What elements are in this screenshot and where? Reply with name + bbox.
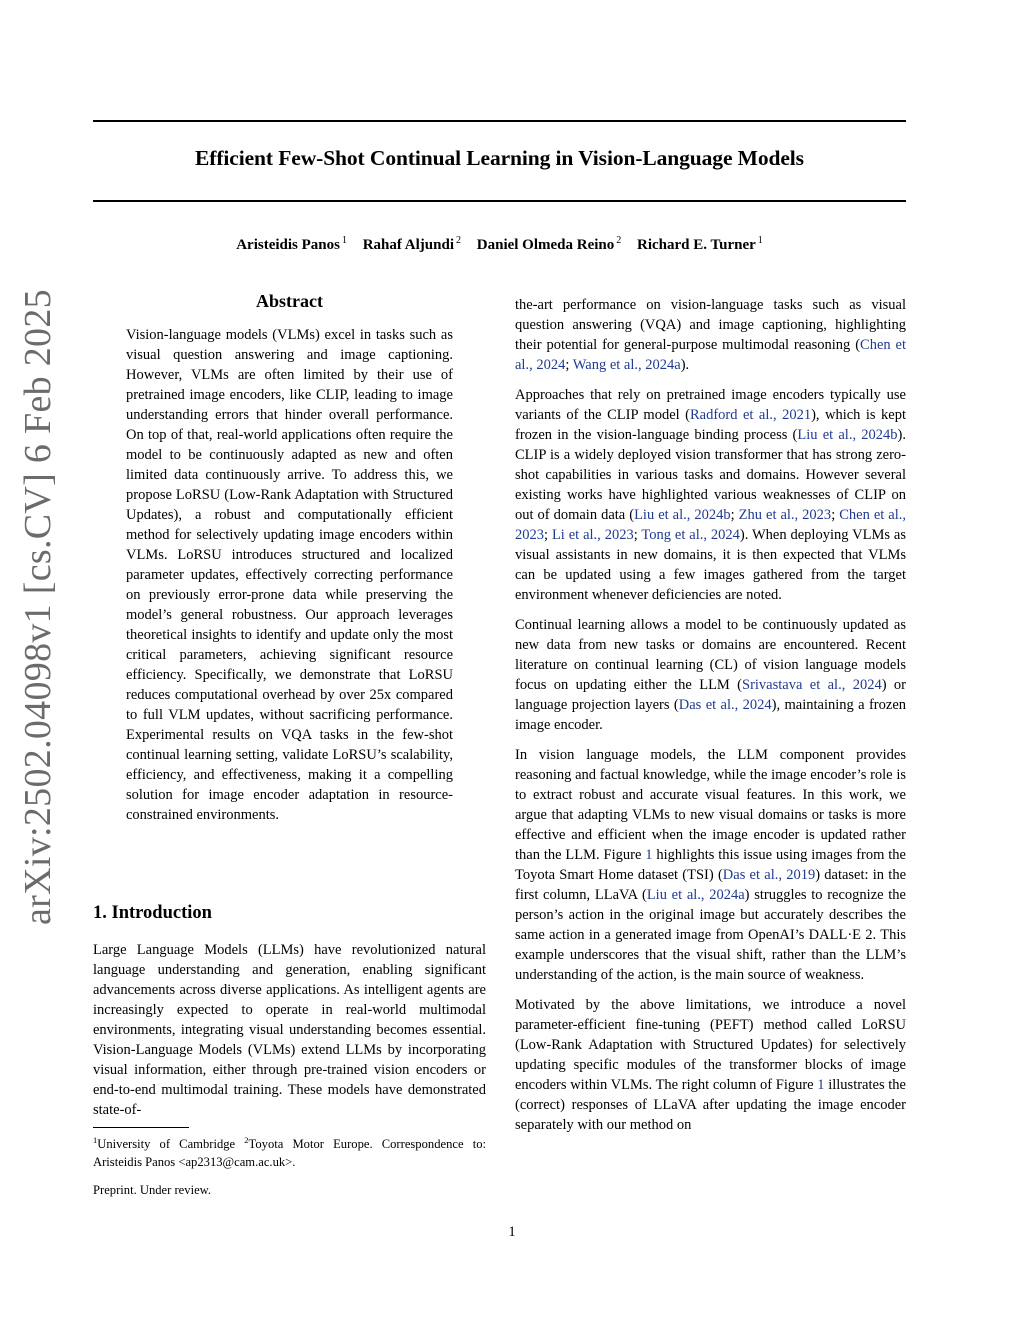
paragraph-text: ) dataset: in the first column, LLaVA ( bbox=[515, 867, 907, 903]
paragraph-text: ; bbox=[565, 357, 573, 373]
paragraph-text: Motivated by the above limitations, we introduce a novel parameter-efficient fine-tuning (PEFT) method called LoRSU (Low-Rank Adaptation with Structured Updates) for selectively updating specific modules of the transformer blocks of image encoders within VLMs. The right column of Figure bbox=[515, 997, 906, 1093]
citation-link[interactable]: Liu et al., 2024b bbox=[797, 427, 898, 443]
paragraph-text: ; bbox=[831, 507, 840, 523]
citation-link[interactable]: Das et al., 2024 bbox=[678, 697, 772, 713]
title-top-rule bbox=[93, 120, 906, 122]
affiliation-mark: 2 bbox=[456, 235, 462, 246]
footnote bbox=[93, 1131, 486, 1171]
footnote-affiliation-1: University of Cambridge bbox=[97, 1137, 245, 1151]
paragraph-text: ). When deploying VLMs as visual assistants in new domains, it is then expected that VLMs can be updated using a few images gathered from the target environment whenever deficiencies are noted. bbox=[515, 527, 906, 603]
paragraph-text: the-art performance on vision-language tasks such as visual question answering (VQA) and image captioning, highlighting their potential for general-purpose multimodal reasoning ( bbox=[515, 297, 906, 353]
page-number: 1 bbox=[508, 1224, 516, 1240]
author bbox=[236, 237, 347, 253]
figure-reference-link[interactable]: 1 bbox=[817, 1077, 825, 1093]
paragraph-text: ). CLIP is a widely deployed vision transformer that has strong zero-shot capabilities in various tasks and domains. However several existing works have highlighted various weaknesses of CLIP on out of domain data ( bbox=[515, 427, 906, 523]
paragraph-text: ). bbox=[680, 357, 690, 373]
author-name: Richard E. Turner bbox=[637, 237, 756, 253]
paragraph-text: illustrates the (correct) responses of LLaVA after updating the image encoder separately with our method on bbox=[515, 1077, 906, 1133]
introduction-heading: 1. Introduction bbox=[93, 903, 212, 923]
introduction-paragraph: Large Language Models (LLMs) have revolutionized natural language understanding and generation, enabling significant advancements across diverse applications. As intelligent agents are increasingly expected to operate in real-world multimodal environments, integrating visual understanding becomes essential. Vision-Language Models (VLMs) extend LLMs by incorporating visual information, either through pre-trained vision encoders or end-to-end multimodal training. These models have demonstrated state-of- bbox=[93, 942, 486, 1118]
preprint-note: Preprint. Under review. bbox=[93, 1183, 212, 1197]
affiliation-mark: 1 bbox=[757, 235, 763, 246]
paragraph bbox=[515, 995, 906, 1135]
author bbox=[477, 237, 622, 253]
paragraph-text: ; bbox=[633, 527, 642, 543]
paper-title: Efficient Few-Shot Continual Learning in Vision-Language Models bbox=[195, 146, 804, 170]
citation-link[interactable]: Wang et al., 2024a bbox=[572, 357, 681, 373]
paragraph-text: Continual learning allows a model to be continuously updated as new data from new tasks or domains are encountered. Recent literature on continual learning (CL) of vision language models focus on updating either the LLM ( bbox=[515, 617, 906, 693]
citation-link[interactable]: Li et al., 2023 bbox=[551, 527, 634, 543]
title-bottom-rule bbox=[93, 200, 906, 202]
paragraph-text: ; bbox=[544, 527, 552, 543]
paragraph-text: In vision language models, the LLM component provides reasoning and factual knowledge, while the image encoder’s role is to extract robust and accurate visual features. In this work, we argue that adapting VLMs to new visual domains or tasks is more effective and efficient when the image encoder is updated rather than the LLM. Figure bbox=[515, 747, 906, 863]
author bbox=[363, 237, 461, 253]
abstract-heading: Abstract bbox=[256, 291, 323, 311]
author-name: Daniel Olmeda Reino bbox=[476, 237, 615, 253]
citation-link[interactable]: Zhu et al., 2023 bbox=[738, 507, 832, 523]
citation-link[interactable]: Liu et al., 2024a bbox=[646, 887, 745, 903]
citation-link[interactable]: Das et al., 2019 bbox=[722, 867, 816, 883]
arxiv-identifier: arXiv:2502.04098v1 [cs.CV] 6 Feb 2025 bbox=[17, 289, 59, 925]
footnote-rule bbox=[93, 1127, 189, 1128]
author-name: Rahaf Aljundi bbox=[362, 237, 455, 253]
footnote-mark: 2 bbox=[244, 1135, 249, 1145]
citation-link[interactable]: Radford et al., 2021 bbox=[689, 407, 812, 423]
paragraph-text: ) or language projection layers ( bbox=[515, 677, 906, 713]
paragraph-text: Approaches that rely on pretrained image encoders typically use variants of the CLIP model ( bbox=[515, 387, 906, 423]
paragraph bbox=[515, 385, 906, 605]
right-column bbox=[515, 295, 906, 1145]
paragraph-text: ), which is kept frozen in the vision-language binding process ( bbox=[515, 407, 906, 443]
figure-reference-link[interactable]: 1 bbox=[645, 847, 653, 863]
author-list bbox=[93, 235, 906, 254]
paragraph bbox=[515, 295, 906, 375]
paragraph-text: ) struggles to recognize the person’s action in the original image but accurately describes the same action in a generated image from OpenAI’s DALL·E 2. This example underscores that the visual shift, rather than the LLM’s understanding of the action, is the main source of weakness. bbox=[515, 887, 906, 983]
author bbox=[637, 237, 763, 253]
footnote-affiliation-2: Toyota Motor Europe. Correspondence to: Aristeidis Panos <ap2313@cam.ac.uk>. bbox=[93, 1137, 486, 1169]
abstract-text: Vision-language models (VLMs) excel in tasks such as visual question answering and image captioning. However, VLMs are often limited by their use of pretrained image encoders, like CLIP, leading to image understanding errors that hinder overall performance. On top of that, real-world applications often require the model to be continuously adapted as new and often limited data continuously arrive. To address this, we propose LoRSU (Low-Rank Adaptation with Structured Updates), a robust and computationally efficient method for selectively updating image encoders within VLMs. LoRSU introduces structured and localized parameter updates, effectively correcting performance on previously error-prone data while preserving the model’s general robustness. Our approach leverages theoretical insights to identify and update only the most critical parameters, achieving significant resource efficiency. Specifically, we demonstrate that LoRSU reduces computational overhead by over 25x compared to full VLM updates, without sacrificing performance. Experimental results on VQA tasks in the few-shot continual learning setting, validate LoRSU’s scalability, efficiency, and effectiveness, making it a compelling solution for image encoder adaptation in resource-constrained environments. bbox=[126, 327, 453, 823]
paragraph bbox=[515, 745, 906, 985]
paragraph-text: highlights this issue using images from the Toyota Smart Home dataset (TSI) ( bbox=[515, 847, 906, 883]
paragraph-text: ), maintaining a frozen image encoder. bbox=[515, 697, 907, 733]
paragraph bbox=[515, 615, 906, 735]
citation-link[interactable]: Chen et al., 2023 bbox=[515, 507, 906, 543]
footnote-mark: 1 bbox=[93, 1135, 98, 1145]
affiliation-mark: 2 bbox=[616, 235, 622, 246]
citation-link[interactable]: Chen et al., 2024 bbox=[515, 337, 906, 373]
paragraph-text: ; bbox=[730, 507, 739, 523]
affiliation-mark: 1 bbox=[341, 235, 347, 246]
citation-link[interactable]: Srivastava et al., 2024 bbox=[742, 677, 882, 693]
author-name: Aristeidis Panos bbox=[236, 237, 340, 253]
citation-link[interactable]: Tong et al., 2024 bbox=[641, 527, 740, 543]
citation-link[interactable]: Liu et al., 2024b bbox=[634, 507, 731, 523]
